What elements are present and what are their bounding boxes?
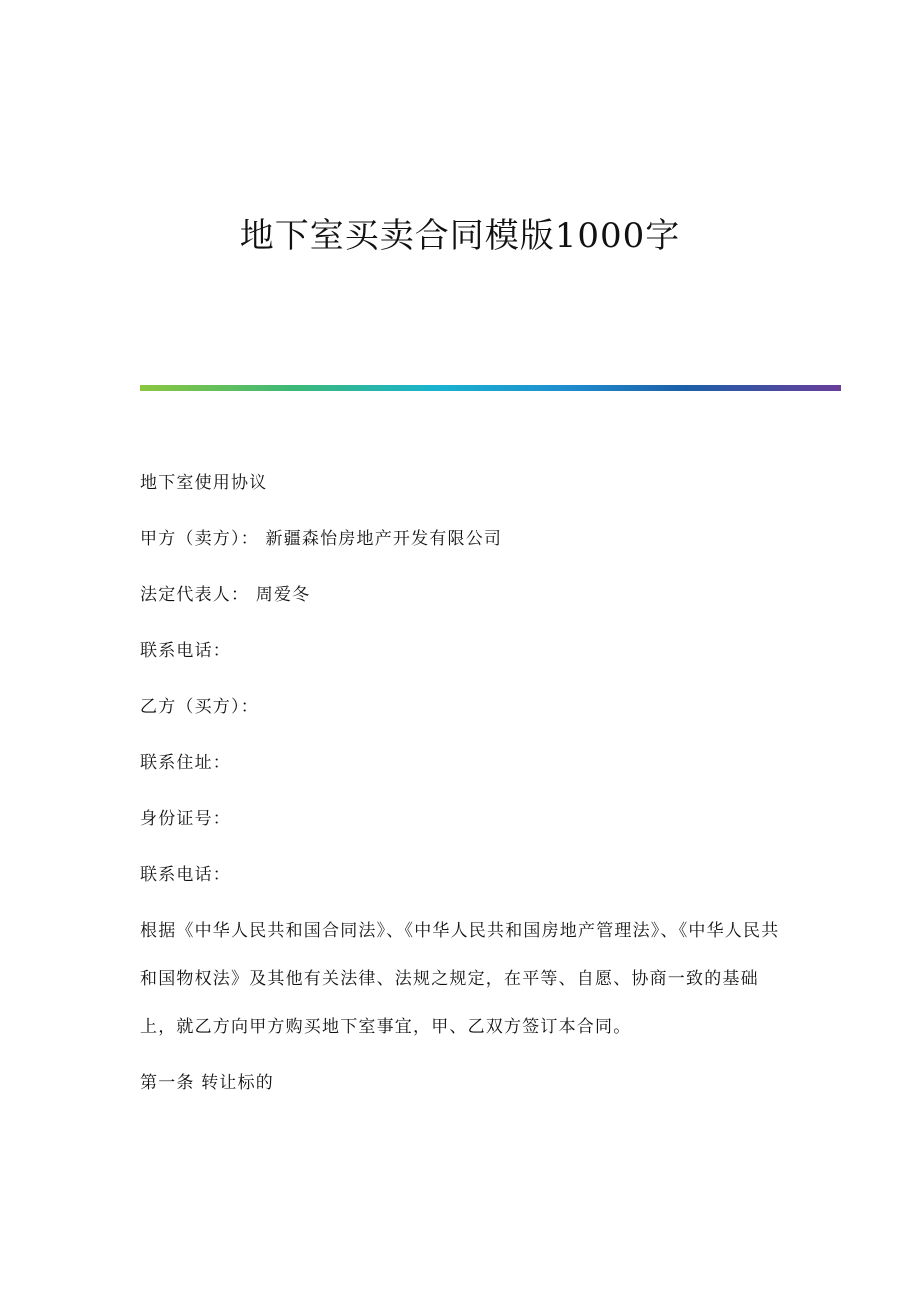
paragraph-legal-rep: 法定代表人： 周爱冬 — [140, 585, 311, 605]
title-divider — [140, 385, 841, 391]
paragraph-phone-b: 联系电话： — [140, 865, 231, 885]
document-title: 地下室买卖合同模版1000字 — [239, 216, 681, 256]
document-body — [140, 469, 780, 1125]
paragraph-id-number: 身份证号： — [140, 809, 231, 829]
paragraph-phone-a: 联系电话： — [140, 641, 231, 661]
paragraph-party-b: 乙方（买方）： — [140, 697, 259, 717]
paragraph-address: 联系住址： — [140, 753, 231, 773]
paragraph-party-a: 甲方（卖方）： 新疆森怡房地产开发有限公司 — [140, 529, 503, 549]
paragraph-heading: 地下室使用协议 — [140, 473, 268, 493]
paragraph-preamble: 根据《中华人民共和国合同法》、《中华人民共和国房地产管理法》、《中华人民共和国物权法》及其他有关法律、法规之规定，在平等、自愿、协商一致的基础上，就乙方向甲方购买地下室事宜，甲、乙双方签订本合同。 — [140, 921, 780, 1037]
paragraph-article-one: 第一条 转让标的 — [140, 1073, 275, 1093]
